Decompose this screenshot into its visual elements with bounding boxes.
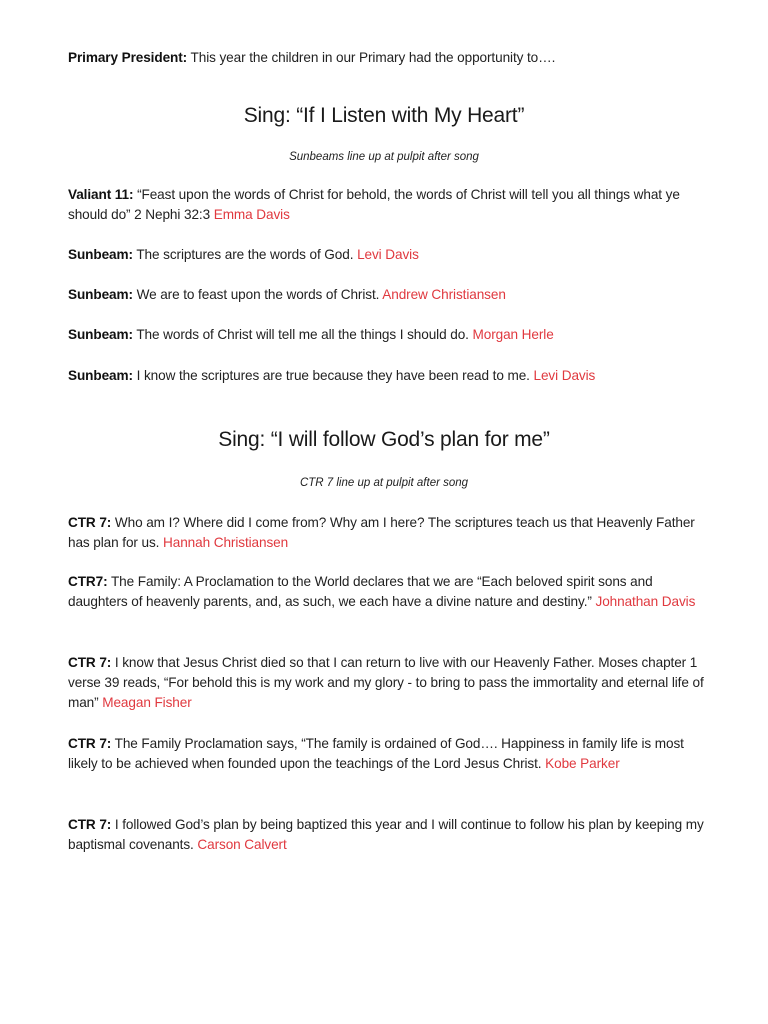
speaker-paragraph xyxy=(68,572,708,612)
paragraph-text: The Family Proclamation says, “The family is ordained of God…. Happiness in family life is most likely to be achieved when founded upon the teachings of the Lord Jesus Christ. xyxy=(68,736,684,771)
paragraph-text: Who am I? Where did I come from? Why am I here? The scriptures teach us that Heavenly Father has plan for us. xyxy=(68,515,695,550)
paragraph-text: “Feast upon the words of Christ for behold, the words of Christ will tell you all things what ye should do” 2 Nephi 32:3 xyxy=(68,187,680,222)
speaker-paragraph xyxy=(68,815,708,855)
speaker-paragraph xyxy=(68,513,708,553)
song-note-2: CTR 7 line up at pulpit after song xyxy=(299,477,469,489)
paragraph-text: I know the scriptures are true because they have been read to me. xyxy=(132,368,534,383)
speaker-name: Johnathan Davis xyxy=(595,594,696,609)
paragraph-text: This year the children in our Primary had the opportunity to…. xyxy=(187,50,556,65)
song-note-1: Sunbeams line up at pulpit after song xyxy=(289,151,479,163)
speaker-paragraph xyxy=(68,245,708,265)
intro-paragraph xyxy=(68,48,708,68)
speaker-name: Carson Calvert xyxy=(197,837,287,852)
speaker-paragraph xyxy=(68,185,708,225)
speaker-label: CTR 7: xyxy=(68,515,112,530)
speaker-label: Sunbeam: xyxy=(68,287,133,302)
paragraph-text: I know that Jesus Christ died so that I can return to live with our Heavenly Father. Moses chapter 1 verse 39 reads, “For behold this is my work and my glory - to bring to pass the immortality and eternal life of man” xyxy=(68,655,704,710)
speaker-name: Morgan Herle xyxy=(472,327,554,342)
paragraph-text: The scriptures are the words of God. xyxy=(132,247,358,262)
speaker-label: Sunbeam: xyxy=(68,247,133,262)
speaker-name: Levi Davis xyxy=(357,247,419,262)
speaker-name: Andrew Christiansen xyxy=(382,287,506,302)
speaker-paragraph xyxy=(68,653,708,713)
speaker-name: Hannah Christiansen xyxy=(163,535,289,550)
speaker-label: Sunbeam: xyxy=(68,368,133,383)
speaker-label: CTR7: xyxy=(68,574,108,589)
speaker-paragraph xyxy=(68,366,708,386)
speaker-label: CTR 7: xyxy=(68,655,112,670)
speaker-name: Levi Davis xyxy=(533,368,596,383)
paragraph-text: I followed God’s plan by being baptized this year and I will continue to follow his plan by keeping my baptismal covenants. xyxy=(68,817,704,852)
speaker-label: Primary President: xyxy=(68,50,188,65)
paragraph-text: We are to feast upon the words of Christ. xyxy=(132,287,383,302)
speaker-name: Kobe Parker xyxy=(545,756,620,771)
paragraph-text: The Family: A Proclamation to the World declares that we are “Each beloved spirit sons and daughters of heavenly parents, and, as such, we each have a divine nature and destiny.” xyxy=(68,574,653,609)
paragraph-text: The words of Christ will tell me all the things I should do. xyxy=(132,327,473,342)
speaker-label: Sunbeam: xyxy=(68,327,133,342)
song-heading-2: Sing: “I will follow God’s plan for me” xyxy=(218,428,550,451)
speaker-label: CTR 7: xyxy=(68,817,112,832)
song-heading-1: Sing: “If I Listen with My Heart” xyxy=(243,104,525,127)
speaker-name: Meagan Fisher xyxy=(102,695,192,710)
speaker-paragraph xyxy=(68,734,708,774)
speaker-paragraph xyxy=(68,325,708,345)
speaker-label: CTR 7: xyxy=(68,736,112,751)
speaker-paragraph xyxy=(68,285,708,305)
speaker-name: Emma Davis xyxy=(213,207,290,222)
speaker-label: Valiant 11: xyxy=(68,187,134,202)
